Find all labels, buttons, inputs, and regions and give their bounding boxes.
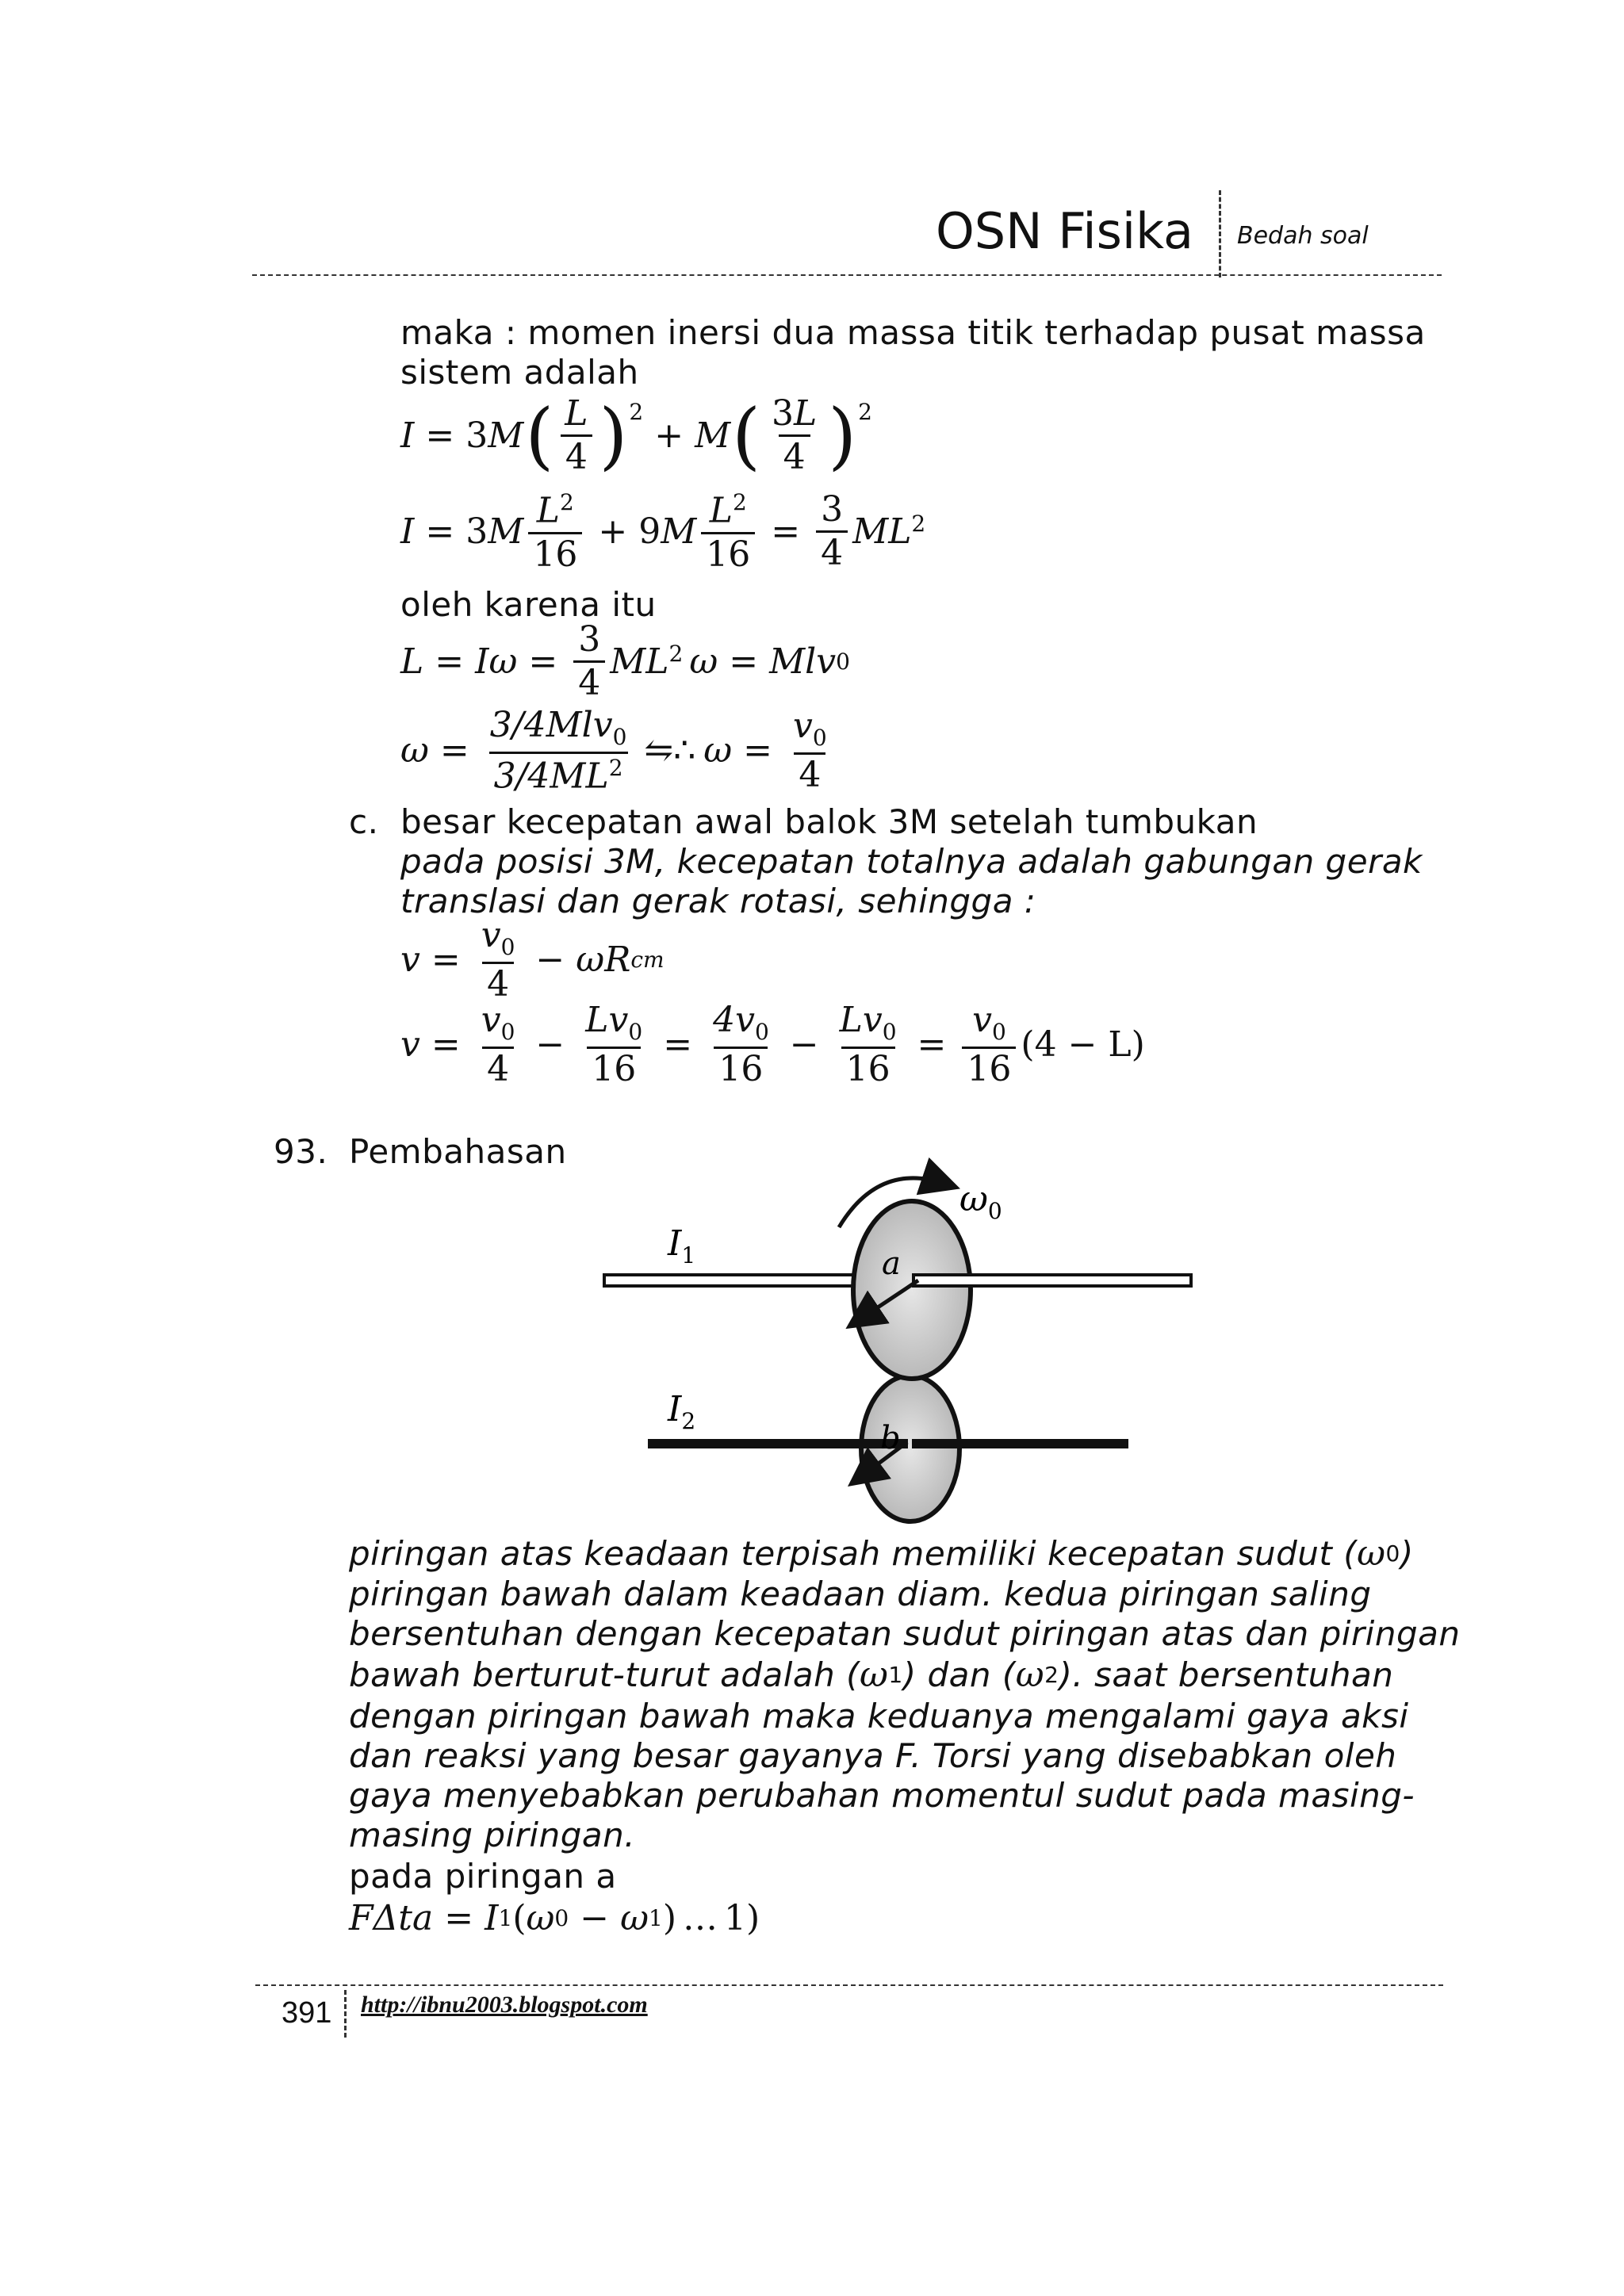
equation-1 — [400, 392, 872, 478]
den: 3/4ML — [493, 756, 609, 797]
den-16: 16 — [701, 532, 755, 572]
sub1: 1 — [888, 1662, 903, 1688]
plus: + — [598, 511, 628, 552]
frac-v0-4 — [477, 915, 520, 1004]
eq1-I: I — [400, 415, 415, 456]
paren: ) — [599, 392, 628, 478]
label-b: b — [880, 1420, 901, 1456]
sq: 2 — [668, 640, 684, 667]
den: 4 — [794, 752, 825, 793]
text: ). saat bersentuhan — [1059, 1655, 1394, 1694]
frac-den: 4 — [779, 434, 810, 475]
frac-v0-4 — [477, 1000, 520, 1089]
v: v — [481, 1000, 501, 1040]
sub1: 1 — [498, 1905, 513, 1931]
paren: ( — [525, 392, 554, 478]
text-line-1: maka : momen inersi dua massa titik terhadap pusat massa — [400, 313, 1426, 352]
delta-ta: Δta — [373, 1898, 434, 1938]
sq: 2 — [560, 489, 574, 515]
minus: − — [580, 1898, 610, 1938]
text: bawah berturut-turut adalah ( — [349, 1655, 860, 1694]
equals: = — [431, 1024, 461, 1065]
minus: − — [535, 939, 565, 980]
section-c-italic-1: pada posisi 3M, kecepatan totalnya adalah gabungan gerak — [400, 842, 1423, 881]
minus: − — [535, 1024, 565, 1065]
Lv: Lv — [585, 1000, 629, 1040]
frac-3L-4 — [767, 393, 822, 477]
problem-heading: Pembahasan — [349, 1132, 567, 1171]
sub0: 0 — [812, 725, 827, 752]
Lv: Lv — [839, 1000, 883, 1040]
paragraph-line-2: piringan bawah dalam keadaan diam. kedua piringan saling — [349, 1575, 1372, 1613]
label-I2: $I_2$ — [668, 1389, 696, 1434]
F: F — [349, 1898, 373, 1938]
frac-omega — [485, 705, 632, 797]
sub0: 0 — [991, 1018, 1006, 1045]
den: 4 — [482, 1047, 514, 1087]
sub0: 0 — [754, 1018, 769, 1045]
label-a: a — [882, 1246, 901, 1282]
den: 4 — [482, 962, 514, 1002]
equation-4 — [400, 705, 837, 797]
sub0: 0 — [500, 933, 515, 960]
frac-L2-16 — [528, 489, 582, 575]
equals: = — [771, 511, 801, 552]
problem-number: 93. — [274, 1132, 328, 1171]
minus: − — [789, 1024, 819, 1065]
omega: ω — [400, 730, 429, 771]
num: 3/4Mlv — [489, 705, 613, 745]
paragraph-line-9: pada piringan a — [349, 1857, 617, 1896]
equals: = — [743, 730, 773, 771]
num: 3 — [821, 489, 844, 530]
equals: = — [439, 730, 469, 771]
list-marker-c: c. — [349, 802, 379, 841]
num-L: L — [536, 490, 561, 531]
num-L: L — [709, 490, 733, 531]
sub0: 0 — [500, 1018, 515, 1045]
section-c-italic-2: translasi dan gerak rotasi, sehingga : — [400, 882, 1036, 920]
sub0: 0 — [554, 1905, 569, 1931]
frac-L-4 — [560, 393, 592, 477]
omega: ω — [860, 1654, 889, 1695]
sub2: 2 — [1044, 1662, 1059, 1688]
plus: + — [654, 415, 684, 456]
eq1-M2: M — [695, 415, 731, 456]
omega: ω — [1015, 1654, 1045, 1695]
sub-cm: cm — [630, 946, 665, 973]
equation-5 — [400, 915, 665, 1004]
sub0: 0 — [882, 1018, 897, 1045]
footer-rule — [255, 1984, 1443, 1986]
exponent: 2 — [858, 398, 872, 425]
therefore: ⇋∴ — [644, 730, 696, 771]
frac-Lv0-16 — [580, 1000, 647, 1089]
paren: ( — [732, 392, 761, 478]
header-title: OSN Fisika — [936, 202, 1193, 260]
num-3: 3 — [772, 393, 795, 434]
section-c-title: besar kecepatan awal balok 3M setelah tumbukan — [400, 802, 1258, 841]
eq1-equals: = — [425, 415, 455, 456]
coef-9: 9 — [638, 511, 661, 552]
frac-v0-4 — [788, 706, 832, 796]
footer-divider — [344, 1990, 347, 2038]
den: 16 — [714, 1047, 768, 1087]
den: 16 — [841, 1047, 895, 1087]
den: 16 — [962, 1047, 1016, 1087]
footer-link[interactable]: http://ibnu2003.blogspot.com — [361, 1992, 648, 2018]
ML: ML — [852, 511, 912, 552]
paragraph-line-3: bersentuhan dengan kecepatan sudut piringan atas dan piringan — [349, 1614, 1461, 1653]
equals: = — [663, 1024, 693, 1065]
sub1: 1 — [648, 1905, 663, 1931]
paragraph-line-8: masing piringan. — [349, 1816, 636, 1854]
omega: ω — [526, 1898, 555, 1938]
I: I — [475, 641, 489, 682]
disk-diagram — [587, 1154, 1205, 1534]
equation-6 — [400, 1000, 1145, 1089]
v: v — [400, 939, 420, 980]
eq1-M: M — [488, 415, 524, 456]
frac-Lv0-16 — [835, 1000, 902, 1089]
paragraph-line-7: gaya menyebabkan perubahan momentul sudut pada masing- — [349, 1776, 1415, 1815]
R: R — [604, 939, 631, 980]
header-divider — [1219, 190, 1221, 277]
text: ) dan ( — [902, 1655, 1016, 1694]
paragraph-line-5: dengan piringan bawah maka keduanya mengalami gaya aksi — [349, 1697, 1409, 1735]
eq-number: 1) — [723, 1898, 760, 1938]
frac-4v0-16 — [708, 1000, 774, 1089]
v: v — [793, 706, 813, 747]
upper-shaft-right — [914, 1275, 1191, 1286]
M: M — [488, 511, 524, 552]
equation-3 — [400, 619, 850, 703]
paragraph-line-6: dan reaksi yang besar gayanya F. Torsi yang disebabkan oleh — [349, 1736, 1397, 1775]
den: 4 — [816, 530, 848, 571]
paragraph-line-4 — [349, 1655, 1393, 1694]
exponent: 2 — [629, 398, 644, 425]
frac-3-4 — [573, 619, 605, 703]
v: v — [481, 915, 501, 955]
sub0: 0 — [612, 723, 627, 750]
equals: = — [431, 939, 461, 980]
frac-num: L — [565, 393, 588, 434]
sub0: 0 — [628, 1018, 643, 1045]
coef: 3 — [465, 511, 488, 552]
omega: ω — [703, 730, 733, 771]
eq1-coef: 3 — [465, 415, 488, 456]
den-16: 16 — [528, 532, 582, 572]
omega: ω — [576, 939, 605, 980]
M: M — [661, 511, 697, 552]
num: 3 — [578, 619, 601, 660]
den: 4 — [573, 660, 605, 701]
equals: = — [444, 1898, 474, 1938]
sub0: 0 — [1385, 1540, 1400, 1567]
equals: = — [435, 641, 465, 682]
4v: 4v — [713, 1000, 755, 1040]
equals: = — [729, 641, 759, 682]
sub0: 0 — [836, 648, 850, 675]
frac-L2-16 — [701, 489, 755, 575]
omega: ω — [620, 1898, 649, 1938]
label-omega0: $\omega_0$ — [959, 1179, 1002, 1224]
frac-3-4 — [816, 489, 848, 574]
omega: ω — [488, 641, 518, 682]
equals: = — [528, 641, 558, 682]
sq: 2 — [732, 489, 747, 515]
ML: ML — [610, 641, 669, 682]
v: v — [400, 1024, 420, 1065]
dots: … — [682, 1898, 718, 1938]
sq: 2 — [608, 754, 623, 781]
text: ) — [1400, 1534, 1414, 1573]
Mlv: Mlv — [769, 641, 837, 682]
page-number: 391 — [282, 1996, 332, 2030]
paren: ) — [828, 392, 857, 478]
label-I1: $I_1$ — [668, 1223, 696, 1269]
L: L — [400, 641, 424, 682]
factor: (4 − L) — [1021, 1024, 1145, 1065]
I: I — [485, 1898, 499, 1938]
num-L: L — [794, 393, 818, 434]
paragraph-line-1 — [349, 1534, 1414, 1573]
v: v — [972, 1000, 992, 1040]
text-line-2: sistem adalah — [400, 353, 639, 392]
equals: = — [917, 1024, 947, 1065]
header-rule — [252, 274, 1442, 276]
header-subtitle: Bedah soal — [1237, 222, 1369, 250]
equation-7: F Δta = I 1 ( ω 0 − ω 1 ) … 1) — [349, 1898, 760, 1938]
omega: ω — [689, 641, 718, 682]
text: piringan atas keadaan terpisah memiliki kecepatan sudut ( — [349, 1534, 1358, 1573]
den: 16 — [587, 1047, 641, 1087]
equation-2 — [400, 489, 926, 575]
frac-v0-16 — [962, 1000, 1016, 1089]
text-line-3: oleh karena itu — [400, 585, 657, 624]
upper-disk — [853, 1201, 971, 1379]
sq: 2 — [911, 510, 926, 537]
equals: = — [425, 511, 455, 552]
eq2-I: I — [400, 511, 415, 552]
omega: ω — [1357, 1533, 1386, 1574]
frac-den: 4 — [561, 434, 592, 475]
